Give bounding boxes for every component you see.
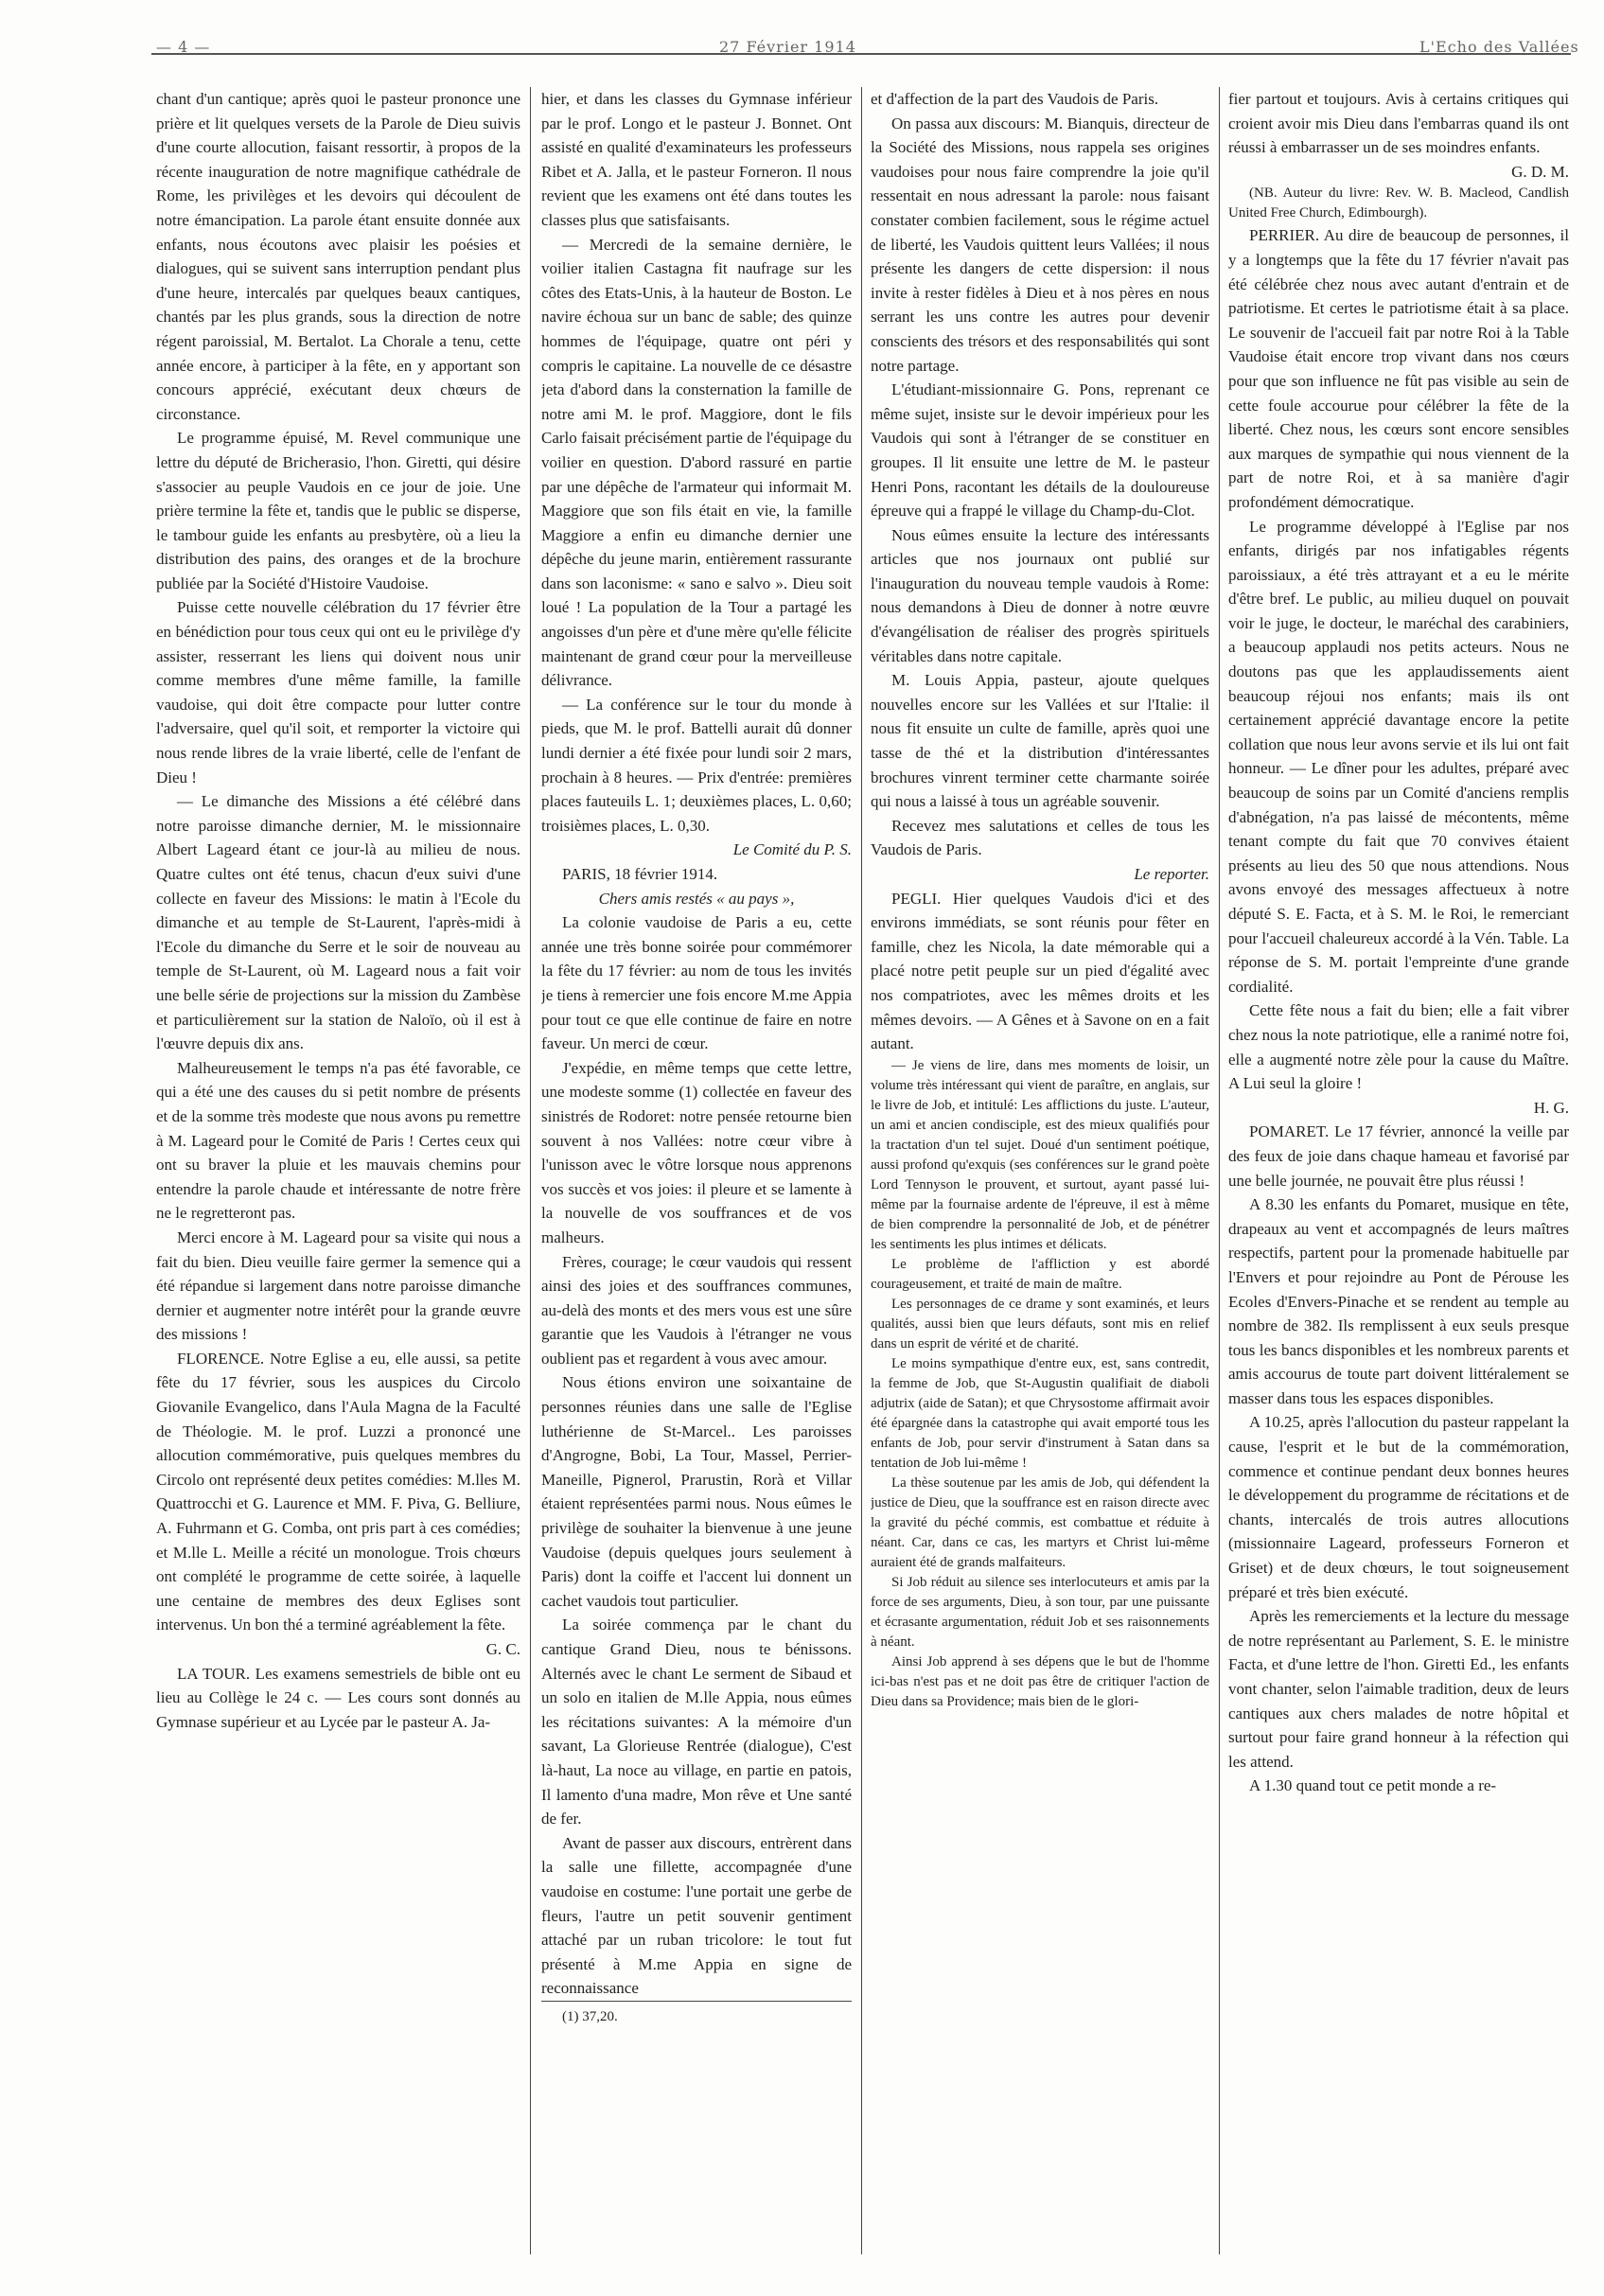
page-number: — 4 —: [156, 38, 211, 56]
paragraph: LA TOUR. Les examens semestriels de bible ont eu lieu au Collège le 24 c. — Les cours sont donnés au Gymnase supérieur et au Lycée par le pasteur A. Ja-: [156, 1664, 520, 1731]
salutation: Chers amis restés « au pays »,: [598, 889, 795, 908]
paragraph: Le programme développé à l'Eglise par nos enfants, dirigés par nos infatigables régents paroissiaux, a été très attrayant et a eu le mérite d'être bref. Le public, au milieu duquel on pouvait voir le juge, le docteur, le maréchal des carabiniers, a beaucoup applaudi nos petits acteurs. Nous ne doutons pas que les applaudissements aient beaucoup réjoui nos enfants; mais ils ont certainement apprécié davantage encore la petite collation que nous leur avons servie et ils lui ont fait honneur. — Le dîner pour les adultes, préparé avec beaucoup de soins par un Comité d'anciens remplis d'abnégation, n'a pas laissé de mécontents, même tenant compte du fait que 70 convives étaient présents au lieu des 50 que nous attendions. Nous avons envoyé des messages affectueux à notre député S. E. Facta, et à S. M. le Roi, le remerciant pour l'accueil chaleureux accordé à la Vén. Table. La réponse de S. M. portait l'empreinte d'une grande cordialité.: [1228, 517, 1569, 996]
column-divider: [530, 87, 531, 2254]
paragraph: La thèse soutenue par les amis de Job, qui défendent la justice de Dieu, que la souffrance est en raison directe avec la gravité du péché commis, est combattue et réduite à néant. Car, dans ce cas, les martyrs et Christ lui-même auraient été de grands malfaiteurs.: [871, 1475, 1209, 1570]
paragraph: Malheureusement le temps n'a pas été favorable, ce qui a été une des causes du si petit nombre de présents et de la somme très modeste que nous avons pu remettre à M. Lageard pour le Comité de Paris ! Certes ceux qui ont su braver la pluie et les mauvais chemins pour entendre la parole chaude et intéressante de notre frère ne le regretteront pas.: [156, 1058, 520, 1223]
dateline: PARIS, 18 février 1914.: [562, 865, 718, 883]
paragraph: La soirée commença par le chant du cantique Grand Dieu, nous te bénissons. Alternés avec le chant Le serment de Sibaud et un solo en italien de M.lle Appia, nous eûmes les récitations suivantes: A la mémoire d'un savant, La Glorieuse Rentrée (dialogue), C'est là-haut, La noce au village, en partie en patois, Il lamento d'una madre, Mon rêve et Une santé de fer.: [541, 1616, 852, 1828]
paragraph: — Mercredi de la semaine dernière, le voilier italien Castagna fit naufrage sur les côtes des Etats-Unis, à la hauteur de Boston. Le navire échoua sur un banc de sable; des quinze hommes de l'équipage, quatre ont péri y compris le capitaine. La nouvelle de ce désastre jeta d'abord dans la consternation la famille de notre ami M. le prof. Maggiore, dont le fils Carlo faisait précisément partie de l'équipage du voilier en question. D'abord rassuré en partie par une dépêche de l'armateur qui informait M. Maggiore que son fils était en vie, la famille Maggiore a enfin eu dimanche dernier une dépêche du jeune marin, entièrement rassurante dans son laconisme: « sano e salvo ». Dieu soit loué ! La population de la Tour a partagé les angoisses d'un père et d'une mère qu'elle félicite maintenant de grand cœur pour la merveilleuse délivrance.: [541, 235, 852, 690]
paragraph: PEGLI. Hier quelques Vaudois d'ici et des environs immédiats, se sont réunis pour fêter en famille, chez les Nicola, la date mémorable qui a placé notre petit peuple sur un pied d'égalité avec nos compatriotes, avec les mêmes droits et les mêmes devoirs. — A Gênes et à Savone on en a fait autant.: [871, 889, 1209, 1053]
paragraph: chant d'un cantique; après quoi le pasteur prononce une prière et lit quelques versets de la Parole de Dieu suivis d'une courte allocution, faisant ressortir, à propos de la récente inauguration de notre magnifique cathédrale de Rome, les privilèges et les devoirs qui découlent de notre émancipation. La parole étant ensuite donnée aux enfants, nous écoutons avec plaisir les poésies et dialogues, qui se suivent sans interruption pendant plus d'une heure, intercalés par quelques beaux cantiques, chantés par les plus grands, sous la direction de notre régent paroissial, M. Bertalot. La Chorale a tenu, cette année encore, à participer à la fête, en y apportant son concours apprécié, exécutant deux chœurs de circonstance.: [156, 90, 520, 423]
paragraph: PERRIER. Au dire de beaucoup de personnes, il y a longtemps que la fête du 17 février n'avait pas été célébrée chez nous avec autant d'entrain et de patriotisme. Et certes le patriotisme était à sa place. Le souvenir de l'accueil fait par notre Roi à la Table Vaudoise était encore trop vivant dans nos cœurs pour que son influence ne fût pas visible au sein de cette foule accourue pour célébrer la fête de la liberté. Chez nous, les cœurs sont encore sensibles aux marques de sympathie qui nous viennent de la part de notre Roi, et à sa manière d'agir profondément démocratique.: [1228, 226, 1569, 511]
paragraph: L'étudiant-missionnaire G. Pons, reprenant ce même sujet, insiste sur le devoir impérieux pour les Vaudois qui sont à l'étranger de se constituer en groupes. Il lit ensuite une lettre de M. le pasteur Henri Pons, racontant les détails de la douloureuse épreuve qui a frappé le village du Champ-du-Clot.: [871, 380, 1209, 521]
paragraph: Cette fête nous a fait du bien; elle a fait vibrer chez nous la note patriotique, elle a ranimé notre foi, elle a augmenté notre zèle pour la cause du Maître. A Lui seul la gloire !: [1228, 1001, 1569, 1093]
page-date: 27 Février 1914: [719, 38, 856, 56]
paragraph: POMARET. Le 17 février, annoncé la veille par des feux de joie dans chaque hameau et favorisé par une belle journée, ne pouvait être plus réussi !: [1228, 1122, 1569, 1190]
column-divider: [1219, 87, 1220, 2254]
paragraph: — Je viens de lire, dans mes moments de loisir, un volume très intéressant qui vient de paraître, en anglais, sur le livre de Job, et intitulé: Les afflictions du juste. L'auteur, un ami et ancien condisciple, est des mieux qualifiés pour la tractation d'un tel sujet. Doué d'un sentiment poétique, aussi profond qu'exquis (ses conférences sur le grand poète Lord Tennyson le prouvent, et surtout, ayant passé lui-même par la fournaise ardente de l'épreuve, il est à même de bien comprendre la personnalité de Job, et de pénétrer les sentiments les plus intimes et délicats.: [871, 1057, 1209, 1252]
paragraph: Nous étions environ une soixantaine de personnes réunies dans une salle de l'Eglise luthérienne de St-Marcel.. Les paroisses d'Angrogne, Bobi, La Tour, Massel, Perrier-Maneille, Pignerol, Prarustin, Rorà et Villar étaient représentées parmi nous. Nous eûmes le privilège de souhaiter la bienvenue à une jeune Vaudoise (depuis quelques jours seulement à Paris) dont la coiffe et l'accent lui donnent un cachet vaudois tout particulier.: [541, 1373, 852, 1610]
paragraph: et d'affection de la part des Vaudois de Paris.: [871, 90, 1159, 108]
paragraph: Puisse cette nouvelle célébration du 17 février être en bénédiction pour tous ceux qui ont eu le privilège d'y assister, resserrant les liens qui doivent nous unir comme membres d'une même famille, la famille vaudoise, qui doit être compacte pour lutter contre l'adversaire, quel qu'il soit, et remporter la victoire qui nous rende libres de la vraie liberté, celle de l'enfant de Dieu !: [156, 598, 520, 786]
paragraph: Avant de passer aux discours, entrèrent dans la salle une fillette, accompagnée d'une vaudoise en costume: l'une portait une gerbe de fleurs, l'autre un petit souvenir gentiment attaché par un ruban tricolore: le tout fut présenté à M.me Appia en signe de reconnaissance: [541, 1833, 852, 1998]
signature: Le reporter.: [1134, 865, 1209, 883]
paragraph: Le programme épuisé, M. Revel communique une lettre du député de Bricherasio, l'hon. Giretti, qui désire s'associer au peuple Vaudois en ce jour de joie. Une prière termine la fête et, tandis que le public se disperse, le tambour guide les enfants au presbytère, où a lieu la distribution des pains, des oranges et de la brochure publiée par la Société d'Histoire Vaudoise.: [156, 429, 520, 592]
paragraph: A 10.25, après l'allocution du pasteur rappelant la cause, l'esprit et le but de la commémoration, commence et continue pendant deux bonnes heures le développement du programme de récitations et de chants, intercalés de trois autres allocutions (missionnaire Lageard, professeurs Forneron et Griset) et de deux chœurs, le tout soigneusement préparé et très bien exécuté.: [1228, 1413, 1569, 1601]
masthead-fragment: L'Echo des Vallées: [1419, 38, 1579, 56]
paragraph: Recevez mes salutations et celles de tous les Vaudois de Paris.: [871, 816, 1209, 859]
note: (NB. Auteur du livre: Rev. W. B. Macleod, Candlish United Free Church, Edimbourgh).: [1228, 185, 1569, 221]
paragraph: — Le dimanche des Missions a été célébré dans notre paroisse dimanche dernier, M. le missionnaire Albert Lageard étant ce jour-là au milieu de nous. Quatre cultes ont été tenus, chacun d'eux suivi d'une collecte en faveur des Missions: le matin à l'Ecole du dimanche et au temple de St-Laurent, l'après-midi à l'Ecole du dimanche du Serre et le soir de nouveau au temple de St-Laurent, où M. Lageard nous a fait voir une belle série de projections sur la mission du Zambèse et particulièrement sur la station de Naloïo, où il est à l'œuvre depuis dix ans.: [156, 792, 520, 1053]
paragraph: A 8.30 les enfants du Pomaret, musique en tête, drapeaux au vent et accompagnés de leurs maîtres respectifs, partent pour la promenade habituelle par l'Envers et pour rejoindre au Pont de Pérouse les Ecoles d'Envers-Pinache et se rendent au temple au nombre de 382. Ils remplissent à eux seuls presque tous les bancs disponibles et les nombreux parents et amis accourus de toute part doivent littéralement se masser dans tous les espaces disponibles.: [1228, 1195, 1569, 1407]
paragraph: J'expédie, en même temps que cette lettre, une modeste somme (1) collectée en faveur des sinistrés de Rodoret: notre pensée retourne bien souvent à nos Vallées: notre cœur vibre à l'unisson avec le vôtre lorsque nous apprenons vos succès et vos joies: il pleure et se lamente à la nouvelle de vos souffrances et de vos malheurs.: [541, 1058, 852, 1246]
column-4: [1228, 87, 1569, 2264]
signature: Le Comité du P. S.: [732, 840, 852, 859]
column-1: [156, 87, 520, 2264]
footnote: (1) 37,20.: [541, 2001, 852, 2030]
paragraph: — La conférence sur le tour du monde à pieds, que M. le prof. Battelli aurait dû donner lundi dernier a été fixée pour lundi soir 2 mars, prochain à 8 heures. — Prix d'entrée: premières places fauteuils L. 1; deuxièmes places, L. 0,60; troisièmes places, L. 0,30.: [541, 695, 852, 835]
paragraph: Le problème de l'affliction y est abordé courageusement, et traité de main de maître.: [871, 1256, 1209, 1292]
paragraph: Si Job réduit au silence ses interlocuteurs et amis par la force de ses arguments, Dieu, à son tour, par une puissante et écrasante argumentation, réduit Job et ses raisonnements à néant.: [871, 1574, 1209, 1650]
paragraph: Frères, courage; le cœur vaudois qui ressent ainsi des joies et des souffrances communes, au-delà des monts et des mers vous est une sûre garantie que les Vaudois à l'étranger ne vous oublient pas et regardent à vous avec amour.: [541, 1252, 852, 1368]
paragraph: Le moins sympathique d'entre eux, est, sans contredit, la femme de Job, que St-Augustin qualifiait de diaboli adjutrix (aide de Satan); et que Chrysostome affirmait avoir été épargnée dans la catastrophe qui avait emporté tous les enfants de Job, pour servir d'instrument à Satan dans sa tentation de Job lui-même !: [871, 1355, 1209, 1471]
column-3: [871, 87, 1209, 2264]
signature: H. G.: [1533, 1098, 1569, 1117]
paragraph: Merci encore à M. Lageard pour sa visite qui nous a fait du bien. Dieu veuille faire germer la semence qui a été répandue si largement dans notre paroisse dimanche dernier et augmenter notre intérêt pour la grande œuvre des missions !: [156, 1227, 520, 1344]
paragraph: Les personnages de ce drame y sont examinés, et leurs qualités, aussi bien que leurs défauts, sont mis en relief dans un esprit de vérité et de charité.: [871, 1296, 1209, 1351]
paragraph: M. Louis Appia, pasteur, ajoute quelques nouvelles encore sur les Vallées et sur l'Italie: il nous fit ensuite un culte de famille, après quoi une tasse de thé et la distribution d'intéressantes brochures vinrent terminer cette charmante soirée qui nous a laissé à tous un agréable souvenir.: [871, 671, 1209, 811]
paragraph: hier, et dans les classes du Gymnase inférieur par le prof. Longo et le pasteur J. Bonnet. Ont assisté en qualité d'examinateurs les professeurs Ribet et A. Jalla, et le pasteur Forneron. Il nous revient que les examens ont été dans toutes les classes plus que satisfaisants.: [541, 90, 852, 229]
paragraph: fier partout et toujours. Avis à certains critiques qui croient avoir mis Dieu dans l'embarras quand ils ont réussi à embarrasser un de ses moindres enfants.: [1228, 90, 1569, 157]
paragraph: A 1.30 quand tout ce petit monde a re-: [1249, 1776, 1497, 1795]
column-2: [541, 87, 852, 2264]
signature: G. D. M.: [1511, 162, 1569, 181]
header-rule: [151, 53, 1571, 55]
paragraph: FLORENCE. Notre Eglise a eu, elle aussi, sa petite fête du 17 février, sous les auspices du Circolo Giovanile Evangelico, dans l'Aula Magna de la Faculté de Théologie. M. le prof. Luzzi a prononcé une allocution commémorative, puis quelques membres du Circolo ont représenté deux petites comédies: M.lles M. Quattrocchi et G. Laurence et MM. F. Piva, G. Belliure, A. Fuhrmann et G. Comba, ont pris part à ces comédies; et M.lle L. Meille a récité un monologue. Trois chœurs ont complété le programme de cette soirée, à laquelle une centaine de membres des deux Eglises sont intervenus. Un bon thé a terminé agréablement la fête.: [156, 1349, 520, 1634]
signature: G. C.: [485, 1640, 520, 1658]
paragraph: Ainsi Job apprend à ses dépens que le but de l'homme ici-bas n'est pas et ne doit pas être de critiquer l'action de Dieu dans sa Providence; mais bien de le glori-: [871, 1653, 1209, 1709]
paragraph: Nous eûmes ensuite la lecture des intéressants articles que nos journaux ont publié sur l'inauguration du nouveau temple vaudois à Rome: nous demandons à Dieu de donner à notre œuvre d'évangélisation de réaliser des progrès spirituels véritables dans notre capitale.: [871, 525, 1209, 665]
paragraph: Après les remerciements et la lecture du message de notre représentant au Parlement, S. E. le ministre Facta, et d'une lettre de l'hon. Giretti Ed., les enfants vont chanter, selon l'aimable tradition, deux de leurs cantiques aux chers malades de notre hôpital et surtout pour faire grand honneur à la réfection qui les attend.: [1228, 1607, 1569, 1771]
paragraph: On passa aux discours: M. Bianquis, directeur de la Société des Missions, nous rappela ses origines vaudoises pour nous faire comprendre la joie qu'il ressentait en nous adressant la parole: nous faisant constater combien facilement, sous le régime actuel de liberté, les Vaudois quittent leurs Vallées; il nous présente les dangers de cette dispersion: il nous invite à rester fidèles à Dieu et à nos pères en nous serrant les uns contre les autres pour devenir conscients des trésors et des responsabilités qui sont notre partage.: [871, 114, 1209, 375]
paragraph: La colonie vaudoise de Paris a eu, cette année une très bonne soirée pour commémorer la fête du 17 février: au nom de tous les invités je tiens à remercier une fois encore M.me Appia pour tout ce que elle continue de faire en notre faveur. Un merci de cœur.: [541, 913, 852, 1053]
column-divider: [861, 87, 862, 2254]
